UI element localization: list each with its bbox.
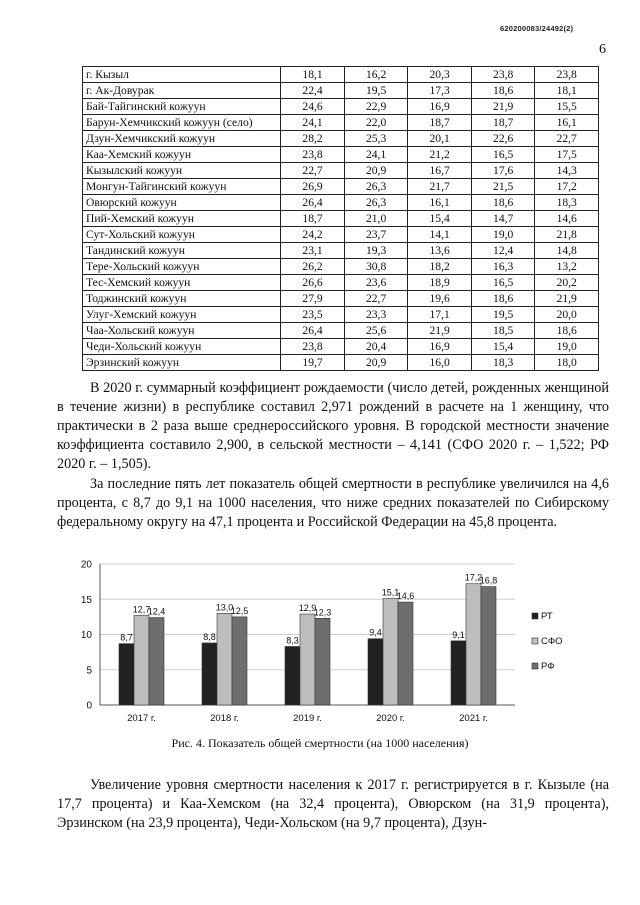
table-cell-value: 14,6 bbox=[535, 211, 599, 227]
table-row bbox=[83, 131, 599, 147]
table-cell-value: 20,9 bbox=[344, 163, 408, 179]
paragraph-text: За последние пять лет показатель общей смертности в республике увеличился на 4,6 процента, с 8,7 до 9,1 на 1000 населения, что ниже средних показателей по Сибирскому федеральному округу на 47,1 процента и Российской Федерации на 45,8 процента. bbox=[57, 476, 609, 530]
table-row bbox=[83, 339, 599, 355]
bar-data-label: 9,1 bbox=[452, 629, 465, 640]
territory-name: Монгун-Тайгинский кожуун bbox=[83, 179, 281, 195]
table-cell-value: 21,9 bbox=[471, 99, 535, 115]
bar-РФ bbox=[315, 618, 330, 705]
bar-data-label: 12,7 bbox=[132, 604, 151, 615]
document-code: 620200083/24492(2) bbox=[500, 24, 574, 33]
paragraph-text: В 2020 г. суммарный коэффициент рождаемости (число детей, рожденных женщиной в течение жизни) в республике составил 2,971 рождений в расчете на 1 женщину, что практически в 2 раза выше среднероссийского уровня. В городской местности значение коэффициента составило 2,900, в сельской местности – 4,141 (СФО 2020 г. – 1,522; РФ 2020 г. – 1,505). bbox=[57, 380, 609, 472]
table-cell-value: 16,9 bbox=[408, 339, 472, 355]
bar-data-label: 13,0 bbox=[215, 602, 234, 613]
table-cell-value: 16,2 bbox=[344, 67, 408, 83]
paragraph-text: Увеличение уровня смертности населения к 2017 г. регистрируется в г. Кызыле (на 17,7 процента) и Каа-Хемском (на 32,4 процента), Овюрском (на 31,9 процента), Эрзинском (на 23,9 процента), Чеди-Хольском (на 9,7 процента), Дзун- bbox=[57, 777, 609, 831]
table-cell-value: 16,5 bbox=[471, 147, 535, 163]
table-cell-value: 21,0 bbox=[344, 211, 408, 227]
table-cell-value: 14,3 bbox=[535, 163, 599, 179]
bar-СФО bbox=[134, 615, 149, 705]
table-cell-value: 16,3 bbox=[471, 259, 535, 275]
table-cell-value: 18,2 bbox=[408, 259, 472, 275]
bar-data-label: 14,6 bbox=[396, 591, 415, 602]
bar-data-label: 12,4 bbox=[147, 606, 166, 617]
table-cell-value: 23,3 bbox=[344, 307, 408, 323]
bar-СФО bbox=[217, 613, 232, 705]
bar-data-label: 15,1 bbox=[381, 587, 400, 598]
table-row bbox=[83, 179, 599, 195]
table-cell-value: 19,7 bbox=[281, 355, 345, 371]
table-cell-value: 26,4 bbox=[281, 323, 345, 339]
bar-data-label: 12,9 bbox=[298, 603, 317, 614]
table-cell-value: 18,6 bbox=[471, 291, 535, 307]
x-tick-label: 2019 г. bbox=[293, 713, 322, 724]
table-cell-value: 26,9 bbox=[281, 179, 345, 195]
legend-swatch bbox=[532, 613, 538, 619]
table-row bbox=[83, 259, 599, 275]
bar-РФ bbox=[232, 617, 247, 705]
territory-name: Пий-Хемский кожуун bbox=[83, 211, 281, 227]
table-cell-value: 22,7 bbox=[535, 131, 599, 147]
bar-РФ bbox=[149, 618, 164, 705]
table-cell-value: 16,1 bbox=[535, 115, 599, 131]
territory-name: Тандинский кожуун bbox=[83, 243, 281, 259]
table-cell-value: 18,7 bbox=[471, 115, 535, 131]
territory-name: Каа-Хемский кожуун bbox=[83, 147, 281, 163]
x-tick-label: 2021 г. bbox=[459, 713, 488, 724]
table-row bbox=[83, 211, 599, 227]
x-tick-label: 2018 г. bbox=[210, 713, 239, 724]
bar-РТ bbox=[119, 644, 134, 705]
table-cell-value: 15,4 bbox=[471, 339, 535, 355]
table-cell-value: 21,5 bbox=[471, 179, 535, 195]
table-cell-value: 20,2 bbox=[535, 275, 599, 291]
territory-name: Тере-Хольский кожуун bbox=[83, 259, 281, 275]
table-cell-value: 22,7 bbox=[281, 163, 345, 179]
table-cell-value: 16,9 bbox=[408, 99, 472, 115]
table-cell-value: 27,9 bbox=[281, 291, 345, 307]
table-cell-value: 18,7 bbox=[281, 211, 345, 227]
table-row bbox=[83, 163, 599, 179]
table-cell-value: 18,1 bbox=[281, 67, 345, 83]
page-number: 6 bbox=[599, 42, 606, 57]
table-cell-value: 17,2 bbox=[535, 179, 599, 195]
statistics-table bbox=[82, 66, 599, 371]
table-cell-value: 23,8 bbox=[471, 67, 535, 83]
table-cell-value: 17,1 bbox=[408, 307, 472, 323]
territory-name: Бай-Тайгинский кожуун bbox=[83, 99, 281, 115]
table-row bbox=[83, 195, 599, 211]
table-cell-value: 14,8 bbox=[535, 243, 599, 259]
table-row bbox=[83, 147, 599, 163]
bar-data-label: 9,4 bbox=[369, 627, 382, 638]
table-cell-value: 22,7 bbox=[344, 291, 408, 307]
table-cell-value: 18,6 bbox=[535, 323, 599, 339]
bar-РТ bbox=[451, 641, 466, 705]
table-cell-value: 12,4 bbox=[471, 243, 535, 259]
table-row bbox=[83, 275, 599, 291]
table-row bbox=[83, 99, 599, 115]
y-tick-label: 20 bbox=[80, 559, 92, 571]
bar-РФ bbox=[398, 602, 413, 705]
legend-label: СФО bbox=[541, 636, 563, 647]
territory-name: Барун-Хемчикский кожуун (село) bbox=[83, 115, 281, 131]
x-tick-label: 2017 г. bbox=[127, 713, 156, 724]
bar-РТ bbox=[368, 639, 383, 705]
paragraph-fertility bbox=[57, 379, 609, 474]
bar-РТ bbox=[285, 646, 300, 705]
table-cell-value: 18,7 bbox=[408, 115, 472, 131]
table-cell-value: 16,1 bbox=[408, 195, 472, 211]
bar-data-label: 12,5 bbox=[230, 605, 249, 616]
table-cell-value: 18,9 bbox=[408, 275, 472, 291]
territory-name: Чаа-Хольский кожуун bbox=[83, 323, 281, 339]
table-cell-value: 18,5 bbox=[471, 323, 535, 339]
table-cell-value: 20,1 bbox=[408, 131, 472, 147]
table-cell-value: 15,4 bbox=[408, 211, 472, 227]
legend-label: РТ bbox=[541, 611, 553, 622]
table-cell-value: 20,9 bbox=[344, 355, 408, 371]
table-cell-value: 30,8 bbox=[344, 259, 408, 275]
table-cell-value: 26,6 bbox=[281, 275, 345, 291]
table-cell-value: 19,3 bbox=[344, 243, 408, 259]
table-cell-value: 24,1 bbox=[344, 147, 408, 163]
bar-РТ bbox=[202, 643, 217, 705]
table-cell-value: 20,3 bbox=[408, 67, 472, 83]
table-row bbox=[83, 227, 599, 243]
table-cell-value: 13,2 bbox=[535, 259, 599, 275]
table-cell-value: 16,7 bbox=[408, 163, 472, 179]
territory-name: Тоджинский кожуун bbox=[83, 291, 281, 307]
table-cell-value: 23,8 bbox=[535, 67, 599, 83]
table-cell-value: 17,3 bbox=[408, 83, 472, 99]
territory-name: Чеди-Хольский кожуун bbox=[83, 339, 281, 355]
table-row bbox=[83, 307, 599, 323]
bar-СФО bbox=[466, 584, 481, 705]
table-cell-value: 14,1 bbox=[408, 227, 472, 243]
legend-label: РФ bbox=[541, 661, 555, 672]
table-cell-value: 17,6 bbox=[471, 163, 535, 179]
table-cell-value: 22,0 bbox=[344, 115, 408, 131]
table-cell-value: 21,9 bbox=[535, 291, 599, 307]
bar-СФО bbox=[383, 599, 398, 705]
table-cell-value: 19,0 bbox=[535, 339, 599, 355]
table-cell-value: 15,5 bbox=[535, 99, 599, 115]
y-tick-label: 15 bbox=[80, 594, 92, 606]
territory-name: Улуг-Хемский кожуун bbox=[83, 307, 281, 323]
bar-РФ bbox=[481, 587, 496, 705]
territory-name: г. Ак-Довурак bbox=[83, 83, 281, 99]
y-tick-label: 10 bbox=[80, 630, 92, 641]
legend-swatch bbox=[532, 663, 538, 669]
table-row bbox=[83, 83, 599, 99]
table-row bbox=[83, 355, 599, 371]
territory-name: Дзун-Хемчикский кожуун bbox=[83, 131, 281, 147]
table-cell-value: 16,5 bbox=[471, 275, 535, 291]
figure-caption: Рис. 4. Показатель общей смертности (на 1000 населения) bbox=[171, 736, 469, 750]
table-cell-value: 25,6 bbox=[344, 323, 408, 339]
bar-data-label: 8,3 bbox=[286, 635, 299, 646]
table-cell-value: 26,4 bbox=[281, 195, 345, 211]
table-cell-value: 22,9 bbox=[344, 99, 408, 115]
territory-name: г. Кызыл bbox=[83, 67, 281, 83]
table-row bbox=[83, 291, 599, 307]
table-cell-value: 21,9 bbox=[408, 323, 472, 339]
table-row bbox=[83, 67, 599, 83]
table-cell-value: 19,6 bbox=[408, 291, 472, 307]
table-cell-value: 25,3 bbox=[344, 131, 408, 147]
legend-swatch bbox=[532, 638, 538, 644]
table-cell-value: 26,3 bbox=[344, 195, 408, 211]
table-cell-value: 19,5 bbox=[471, 307, 535, 323]
bar-data-label: 8,8 bbox=[203, 631, 216, 642]
table-cell-value: 24,6 bbox=[281, 99, 345, 115]
table-cell-value: 26,3 bbox=[344, 179, 408, 195]
table-cell-value: 14,7 bbox=[471, 211, 535, 227]
table-row bbox=[83, 323, 599, 339]
territory-name: Тес-Хемский кожуун bbox=[83, 275, 281, 291]
paragraph-mortality bbox=[57, 475, 609, 532]
table-cell-value: 16,0 bbox=[408, 355, 472, 371]
table-row bbox=[83, 115, 599, 131]
territory-name: Овюрский кожуун bbox=[83, 195, 281, 211]
table-cell-value: 17,5 bbox=[535, 147, 599, 163]
table-cell-value: 19,0 bbox=[471, 227, 535, 243]
table-cell-value: 21,2 bbox=[408, 147, 472, 163]
mortality-bar-chart bbox=[60, 556, 580, 736]
table-cell-value: 26,2 bbox=[281, 259, 345, 275]
y-tick-label: 5 bbox=[86, 665, 92, 677]
table-cell-value: 24,2 bbox=[281, 227, 345, 243]
table-cell-value: 23,7 bbox=[344, 227, 408, 243]
table-row bbox=[83, 243, 599, 259]
table-cell-value: 18,1 bbox=[535, 83, 599, 99]
bar-data-label: 12,3 bbox=[313, 607, 332, 618]
bar-СФО bbox=[300, 614, 315, 705]
bar-data-label: 17,2 bbox=[464, 572, 483, 583]
table-cell-value: 23,6 bbox=[344, 275, 408, 291]
table-cell-value: 18,6 bbox=[471, 195, 535, 211]
territory-name: Кызылский кожуун bbox=[83, 163, 281, 179]
table-cell-value: 20,4 bbox=[344, 339, 408, 355]
table-cell-value: 13,6 bbox=[408, 243, 472, 259]
table-cell-value: 23,1 bbox=[281, 243, 345, 259]
table-cell-value: 21,7 bbox=[408, 179, 472, 195]
y-tick-label: 0 bbox=[86, 700, 92, 712]
bar-data-label: 16,8 bbox=[479, 575, 498, 586]
territory-name: Сут-Хольский кожуун bbox=[83, 227, 281, 243]
table-cell-value: 24,1 bbox=[281, 115, 345, 131]
table-cell-value: 28,2 bbox=[281, 131, 345, 147]
table-cell-value: 19,5 bbox=[344, 83, 408, 99]
paragraph-mortality-growth bbox=[57, 776, 609, 833]
bar-data-label: 8,7 bbox=[120, 632, 133, 643]
table-cell-value: 18,3 bbox=[535, 195, 599, 211]
table-cell-value: 20,0 bbox=[535, 307, 599, 323]
table-cell-value: 18,3 bbox=[471, 355, 535, 371]
table-cell-value: 23,8 bbox=[281, 339, 345, 355]
table-cell-value: 18,0 bbox=[535, 355, 599, 371]
territory-name: Эрзинский кожуун bbox=[83, 355, 281, 371]
table-cell-value: 23,8 bbox=[281, 147, 345, 163]
table-cell-value: 22,4 bbox=[281, 83, 345, 99]
x-tick-label: 2020 г. bbox=[376, 713, 405, 724]
table-cell-value: 21,8 bbox=[535, 227, 599, 243]
table-cell-value: 22,6 bbox=[471, 131, 535, 147]
table-cell-value: 18,6 bbox=[471, 83, 535, 99]
table-cell-value: 23,5 bbox=[281, 307, 345, 323]
